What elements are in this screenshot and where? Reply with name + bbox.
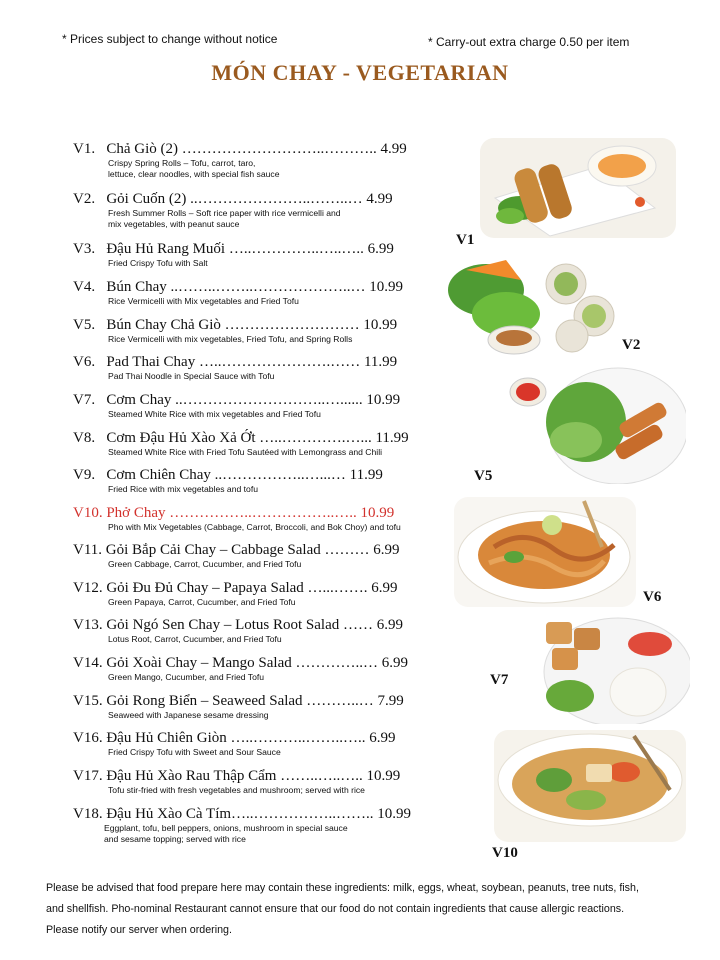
photo-label-v5: V5 [474, 468, 493, 484]
item-desc: Green Cabbage, Carrot, Cucumber, and Fried Tofu [108, 559, 302, 569]
menu-item [73, 278, 433, 307]
spring-rolls-photo [480, 138, 676, 238]
menu-item [73, 541, 433, 570]
menu-item-highlight [73, 504, 433, 533]
rice-tofu-photo [530, 614, 690, 724]
page-title: MÓN CHAY - VEGETARIAN [211, 60, 509, 85]
menu-item [73, 616, 433, 645]
photo-label-v6: V6 [643, 589, 662, 605]
item-line: V14. Gỏi Xoài Chay – Mango Salad …………..… 6.99 [73, 655, 408, 671]
menu-item [73, 391, 433, 420]
item-desc: Tofu stir-fried with fresh vegetables and mushroom; served with rice [108, 785, 365, 795]
menu-item [73, 240, 433, 269]
item-desc: Fresh Summer Rolls – Soft rice paper with rice vermicelli and [108, 208, 341, 218]
item-desc: Pho with Mix Vegetables (Cabbage, Carrot, Broccoli, and Bok Choy) and tofu [108, 522, 401, 532]
item-line: V12. Gỏi Đu Đủ Chay – Papaya Salad …...……. 6.99 [73, 580, 398, 596]
item-desc: Pad Thai Noodle in Special Sauce with Tofu [108, 371, 275, 381]
photo-label-v10: V10 [492, 845, 518, 861]
item-desc: Steamed White Rice with Fried Tofu Sautéed with Lemongrass and Chili [108, 447, 383, 457]
menu-item [73, 353, 433, 382]
disclaimer-line: and shellfish. Pho-nominal Restaurant cannot ensure that our food do not contain ingredients that cause allergic reactions. [46, 903, 625, 915]
photo-label-v1: V1 [456, 232, 475, 248]
item-line: V4. Bún Chay ..……..……..………………..… 10.99 [73, 279, 403, 295]
item-line: V5. Bún Chay Chả Giò ……………………… 10.99 [73, 317, 398, 333]
item-desc: mix vegetables, with peanut sauce [108, 219, 240, 229]
menu-item [73, 140, 433, 180]
item-line: V8. Cơm Đậu Hủ Xào Xả Ớt …..………….…... 11.99 [73, 430, 409, 446]
photo-label-v7: V7 [490, 672, 509, 688]
item-desc: Steamed White Rice with mix vegetables and Fried Tofu [108, 409, 321, 419]
item-desc: Crispy Spring Rolls – Tofu, carrot, taro, [108, 158, 256, 168]
item-line: V16. Đậu Hủ Chiên Giòn …..………..……..….. 6.99 [73, 730, 396, 746]
item-desc: Fried Rice with mix vegetables and tofu [108, 484, 258, 494]
menu-item [73, 729, 433, 758]
summer-rolls-photo [446, 250, 616, 362]
menu-item [73, 579, 433, 608]
item-line: V1. Chả Giò (2) ………………………..……….. 4.99 [73, 141, 407, 157]
menu-item [73, 692, 433, 721]
pho-bowl-photo [494, 730, 686, 842]
item-line: V13. Gỏi Ngó Sen Chay – Lotus Root Salad …… 6.99 [73, 617, 403, 633]
item-line: V17. Đậu Hủ Xào Rau Thập Cẩm ……..…..….. 10.99 [73, 768, 401, 784]
carryout-note: * Carry-out extra charge 0.50 per item [428, 35, 630, 49]
pad-thai-photo [454, 497, 636, 607]
item-line: V7. Cơm Chay ..………………………..…...... 10.99 [73, 392, 401, 408]
disclaimer-line: Please notify our server when ordering. [46, 924, 232, 936]
menu-item [73, 190, 433, 230]
item-desc: Fried Crispy Tofu with Sweet and Sour Sauce [108, 747, 281, 757]
item-line: V9. Cơm Chiên Chay ..……………..…...… 11.99 [73, 467, 383, 483]
item-desc: Lotus Root, Carrot, Cucumber, and Fried Tofu [108, 634, 282, 644]
allergy-disclaimer [46, 878, 686, 941]
item-desc: Green Mango, Cucumber, and Fried Tofu [108, 672, 265, 682]
item-line: V10. Phở Chay ……………..……………..….. 10.99 [73, 505, 395, 521]
item-desc: Seaweed with Japanese sesame dressing [108, 710, 269, 720]
item-line: V2. Gỏi Cuốn (2) ..…………………..……..… 4.99 [73, 191, 393, 207]
item-line: V15. Gỏi Rong Biển – Seaweed Salad ………..… 7.99 [73, 693, 404, 709]
disclaimer-line: Please be advised that food prepare here may contain these ingredients: milk, eggs, wheat, soybean, peanuts, tree nuts, fish, [46, 882, 639, 894]
item-line: V11. Gỏi Bắp Cải Chay – Cabbage Salad ……… 6.99 [73, 542, 400, 558]
item-line: V3. Đậu Hủ Rang Muối …..…………..…..….. 6.99 [73, 241, 394, 257]
item-line: V18. Đậu Hủ Xào Cà Tím…..……………..…….. 10.99 [73, 806, 412, 822]
item-desc: Eggplant, tofu, bell peppers, onions, mushroom in special sauce [104, 823, 348, 833]
item-desc: lettuce, clear noodles, with special fish sauce [108, 169, 280, 179]
item-desc: Green Papaya, Carrot, Cucumber, and Fried Tofu [108, 597, 296, 607]
photo-label-v2: V2 [622, 337, 641, 353]
menu-item [73, 429, 433, 458]
vermicelli-bowl-photo [506, 362, 686, 484]
item-desc: Rice Vermicelli with mix vegetables, Fried Tofu, and Spring Rolls [108, 334, 353, 344]
menu-item [73, 466, 433, 495]
menu-item [73, 805, 433, 845]
menu-item [73, 316, 433, 345]
item-desc: Rice Vermicelli with Mix vegetables and Fried Tofu [108, 296, 299, 306]
price-note: * Prices subject to change without notice [62, 32, 278, 46]
menu-item [73, 767, 433, 796]
item-desc: and sesame topping; served with rice [104, 834, 246, 844]
menu-item [73, 654, 433, 683]
item-desc: Fried Crispy Tofu with Salt [108, 258, 208, 268]
item-line: V6. Pad Thai Chay …..………………….…… 11.99 [73, 354, 398, 370]
